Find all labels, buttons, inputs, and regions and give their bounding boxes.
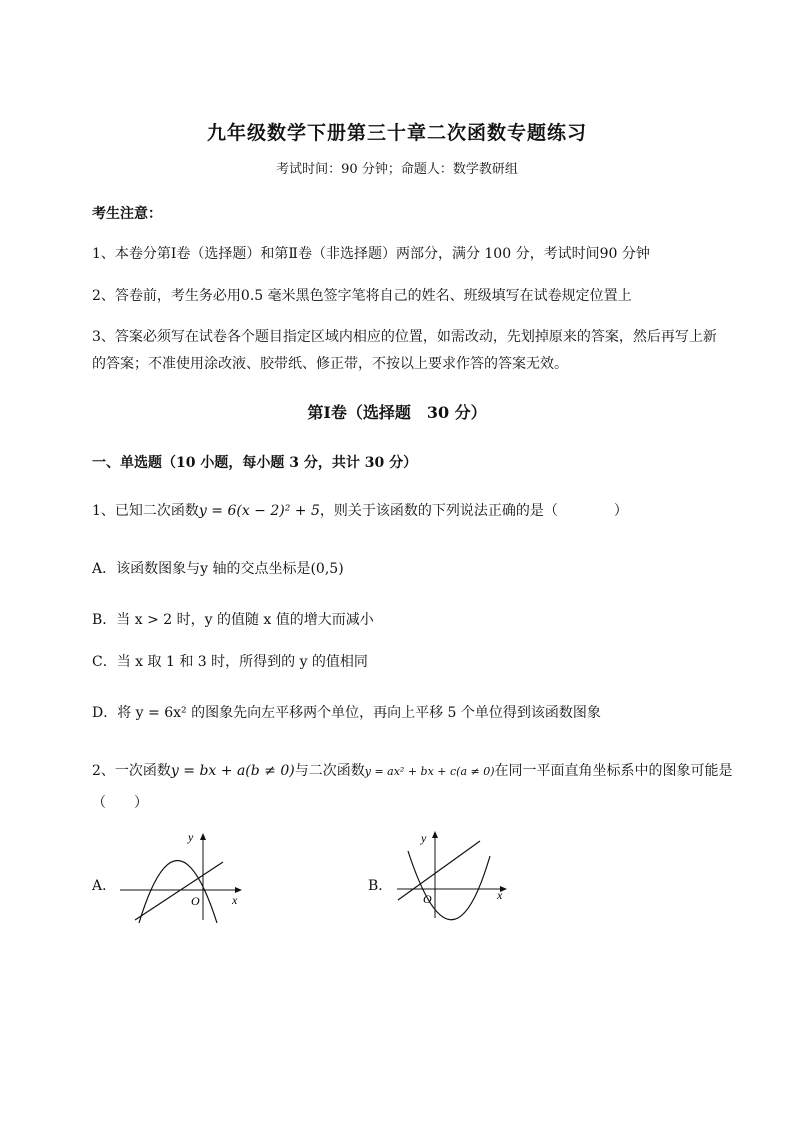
question-1-prefix: 1、已知二次函数 bbox=[92, 503, 199, 519]
question-2-suffix: 在同一平面直角坐标系中的图象可能是 bbox=[494, 763, 733, 779]
question-1-suffix: ，则关于该函数的下列说法正确的是（ ） bbox=[319, 503, 628, 519]
origin-label: O bbox=[191, 894, 200, 908]
notice-item-3: 3、答案必须写在试卷各个题目指定区域内相应的位置，如需改动，先划掉原来的答案，然后再写上新 bbox=[92, 329, 717, 345]
group-heading: 一、单选题（10 小题，每小题 3 分，共计 30 分） bbox=[92, 455, 418, 471]
y-axis-arrow bbox=[200, 833, 206, 840]
y-axis-label: y bbox=[421, 831, 427, 845]
question-2-formula-1: y = bx + a(b ≠ 0) bbox=[170, 763, 295, 779]
question-2-option-a-graph bbox=[115, 828, 245, 923]
notice-heading: 考生注意： bbox=[92, 206, 162, 222]
question-2 bbox=[92, 760, 733, 780]
question-2-formula-2: y = ax² + bx + c(a ≠ 0) bbox=[364, 765, 495, 778]
question-2-prefix: 2、一次函数 bbox=[92, 763, 171, 779]
y-axis-arrow bbox=[432, 831, 438, 838]
y-axis-label: y bbox=[188, 830, 194, 844]
question-2-answer-paren: （ ） bbox=[92, 795, 148, 811]
question-1-formula: y = 6(x − 2)² + 5 bbox=[198, 503, 320, 519]
parabola-curve bbox=[408, 851, 490, 920]
x-axis-label: x bbox=[232, 893, 238, 907]
question-1-option-a: A．该函数图象与y 轴的交点坐标是(0,5) bbox=[92, 561, 344, 577]
question-1-option-d: D．将 y = 6x² 的图象先向左平移两个单位，再向上平移 5 个单位得到该函数图象 bbox=[92, 705, 601, 721]
question-2-option-b-graph bbox=[392, 826, 512, 921]
question-2-option-b-label: B． bbox=[368, 878, 393, 894]
notice-item-2: 2、答卷前，考生务必用0.5 毫米黑色签字笔将自己的姓名、班级填写在试卷规定位置上 bbox=[92, 288, 632, 304]
question-1 bbox=[92, 500, 628, 520]
question-2-middle: 与二次函数 bbox=[294, 763, 365, 779]
question-2-option-a-label: A． bbox=[92, 878, 117, 894]
x-axis-label: x bbox=[497, 888, 503, 902]
question-1-option-c: C．当 x 取 1 和 3 时，所得到的 y 的值相同 bbox=[92, 654, 368, 670]
linear-function-line bbox=[398, 841, 480, 900]
page-title: 九年级数学下册第三十章二次函数专题练习 bbox=[206, 122, 587, 144]
question-1-option-b: B．当 x > 2 时，y 的值随 x 值的增大而减小 bbox=[92, 612, 374, 628]
section-title: 第Ⅰ卷（选择题 30 分） bbox=[307, 403, 487, 422]
notice-item-1: 1、本卷分第Ⅰ卷（选择题）和第Ⅱ卷（非选择题）两部分，满分 100 分，考试时间90 分钟 bbox=[92, 246, 650, 262]
notice-item-3-cont: 的答案；不准使用涂改液、胶带纸、修正带，不按以上要求作答的答案无效。 bbox=[92, 356, 568, 372]
linear-function-line bbox=[135, 862, 223, 920]
exam-info: 考试时间：90 分钟；命题人：数学教研组 bbox=[276, 162, 518, 177]
origin-label: O bbox=[423, 892, 432, 906]
